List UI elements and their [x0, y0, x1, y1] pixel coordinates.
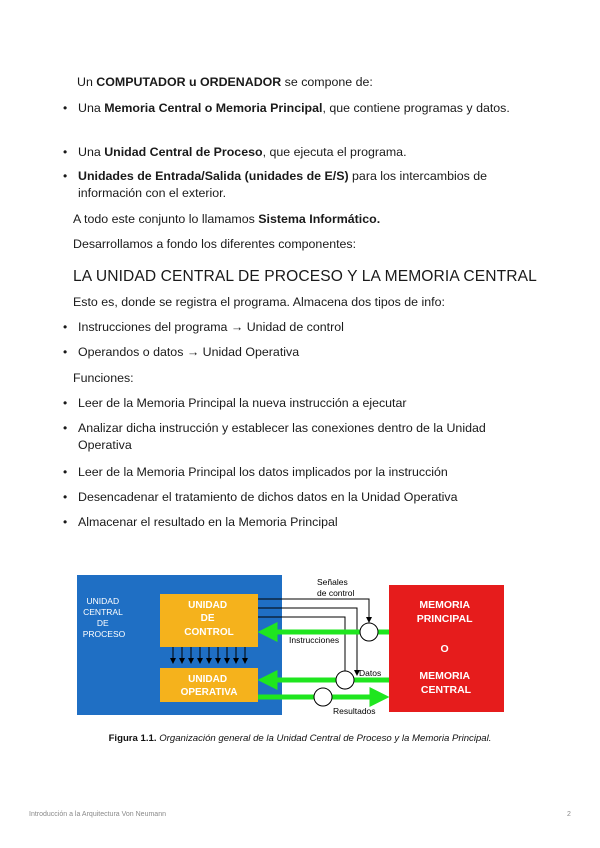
item-text: Instrucciones del programa → Unidad de control	[78, 320, 344, 334]
intro-paragraph	[77, 74, 373, 91]
footer-title: Introducción a la Arquitectura Von Neumann	[29, 811, 166, 818]
intro-suffix: se compone de:	[281, 75, 373, 89]
bullet-icon: •	[63, 169, 68, 183]
item-bold: Unidad Central de Proceso	[104, 145, 263, 159]
section-title: LA UNIDAD CENTRAL DE PROCESO Y LA MEMORIA CENTRAL	[73, 268, 537, 285]
list-item	[63, 489, 518, 506]
control-unit-label: UNIDAD DE CONTROL	[184, 600, 234, 638]
instructions-label: Instrucciones	[289, 635, 340, 645]
item-prefix: Una	[78, 145, 105, 159]
item-suffix: , que ejecuta el programa.	[262, 145, 407, 159]
stores-paragraph: Esto es, donde se registra el programa. Almacena dos tipos de info:	[73, 295, 445, 309]
list-item	[63, 420, 518, 454]
system-paragraph	[73, 211, 380, 228]
caption-italic: Organización general de la Unidad Central de Proceso y la Memoria Principal.	[156, 733, 492, 744]
list-item	[63, 168, 518, 202]
caption-bold: Figura 1.1.	[108, 733, 157, 744]
intro-prefix: Un	[77, 75, 97, 89]
cpu-memory-diagram	[77, 575, 527, 715]
intro-bold: COMPUTADOR u ORDENADOR	[96, 75, 282, 89]
bullet-icon: •	[63, 490, 68, 504]
list-item	[63, 514, 518, 531]
figure-caption	[0, 733, 600, 744]
item-text: Desencadenar el tratamiento de dichos datos en la Unidad Operativa	[78, 490, 458, 504]
item-bold: Memoria Central o Memoria Principal	[104, 101, 323, 115]
list-item	[63, 395, 518, 412]
list-item	[63, 464, 518, 481]
item-text: Leer de la Memoria Principal la nueva instrucción a ejecutar	[78, 396, 407, 410]
develop-paragraph: Desarrollamos a fondo los diferentes componentes:	[73, 237, 357, 251]
bullet-icon: •	[63, 320, 68, 334]
results-label: Resultados	[333, 706, 376, 715]
system-prefix: A todo este conjunto lo llamamos	[73, 212, 259, 226]
item-text: Leer de la Memoria Principal los datos implicados por la instrucción	[78, 465, 448, 479]
bullet-icon: •	[63, 396, 68, 410]
item-text: Analizar dicha instrucción y establecer las conexiones dentro de la Unidad Operativa	[78, 421, 486, 452]
item-text: Almacenar el resultado en la Memoria Principal	[78, 515, 338, 529]
signals-label: Señales de control	[317, 577, 355, 598]
operative-unit-label: UNIDAD OPERATIVA	[180, 674, 238, 698]
bullet-icon: •	[63, 515, 68, 529]
list-item	[63, 144, 518, 161]
data-switch	[336, 671, 354, 689]
list-item	[63, 344, 518, 361]
item-text: Operandos o datos → Unidad Operativa	[78, 345, 300, 359]
item-suffix: , que contiene programas y datos.	[322, 101, 510, 115]
data-label: Datos	[359, 668, 382, 678]
bullet-icon: •	[63, 101, 68, 115]
functions-label: Funciones:	[73, 371, 134, 385]
item-prefix: Una	[78, 101, 105, 115]
memory-label: MEMORIA PRINCIPAL O MEMORIA CENTRAL	[416, 599, 473, 696]
bullet-icon: •	[63, 345, 68, 359]
list-item	[63, 319, 518, 336]
item-bold: Unidades de Entrada/Salida (unidades de E/S)	[78, 169, 349, 183]
bullet-icon: •	[63, 465, 68, 479]
list-item	[63, 100, 518, 117]
ucp-label: UNIDAD CENTRAL DE PROCESO	[82, 596, 126, 639]
system-bold: Sistema Informático.	[258, 212, 381, 226]
results-switch	[314, 688, 332, 706]
item-suffix: para los intercambios de información con el exterior.	[78, 169, 488, 200]
bullet-icon: •	[63, 421, 68, 435]
page-number: 2	[567, 811, 571, 818]
bullet-icon: •	[63, 145, 68, 159]
instructions-switch	[360, 623, 378, 641]
